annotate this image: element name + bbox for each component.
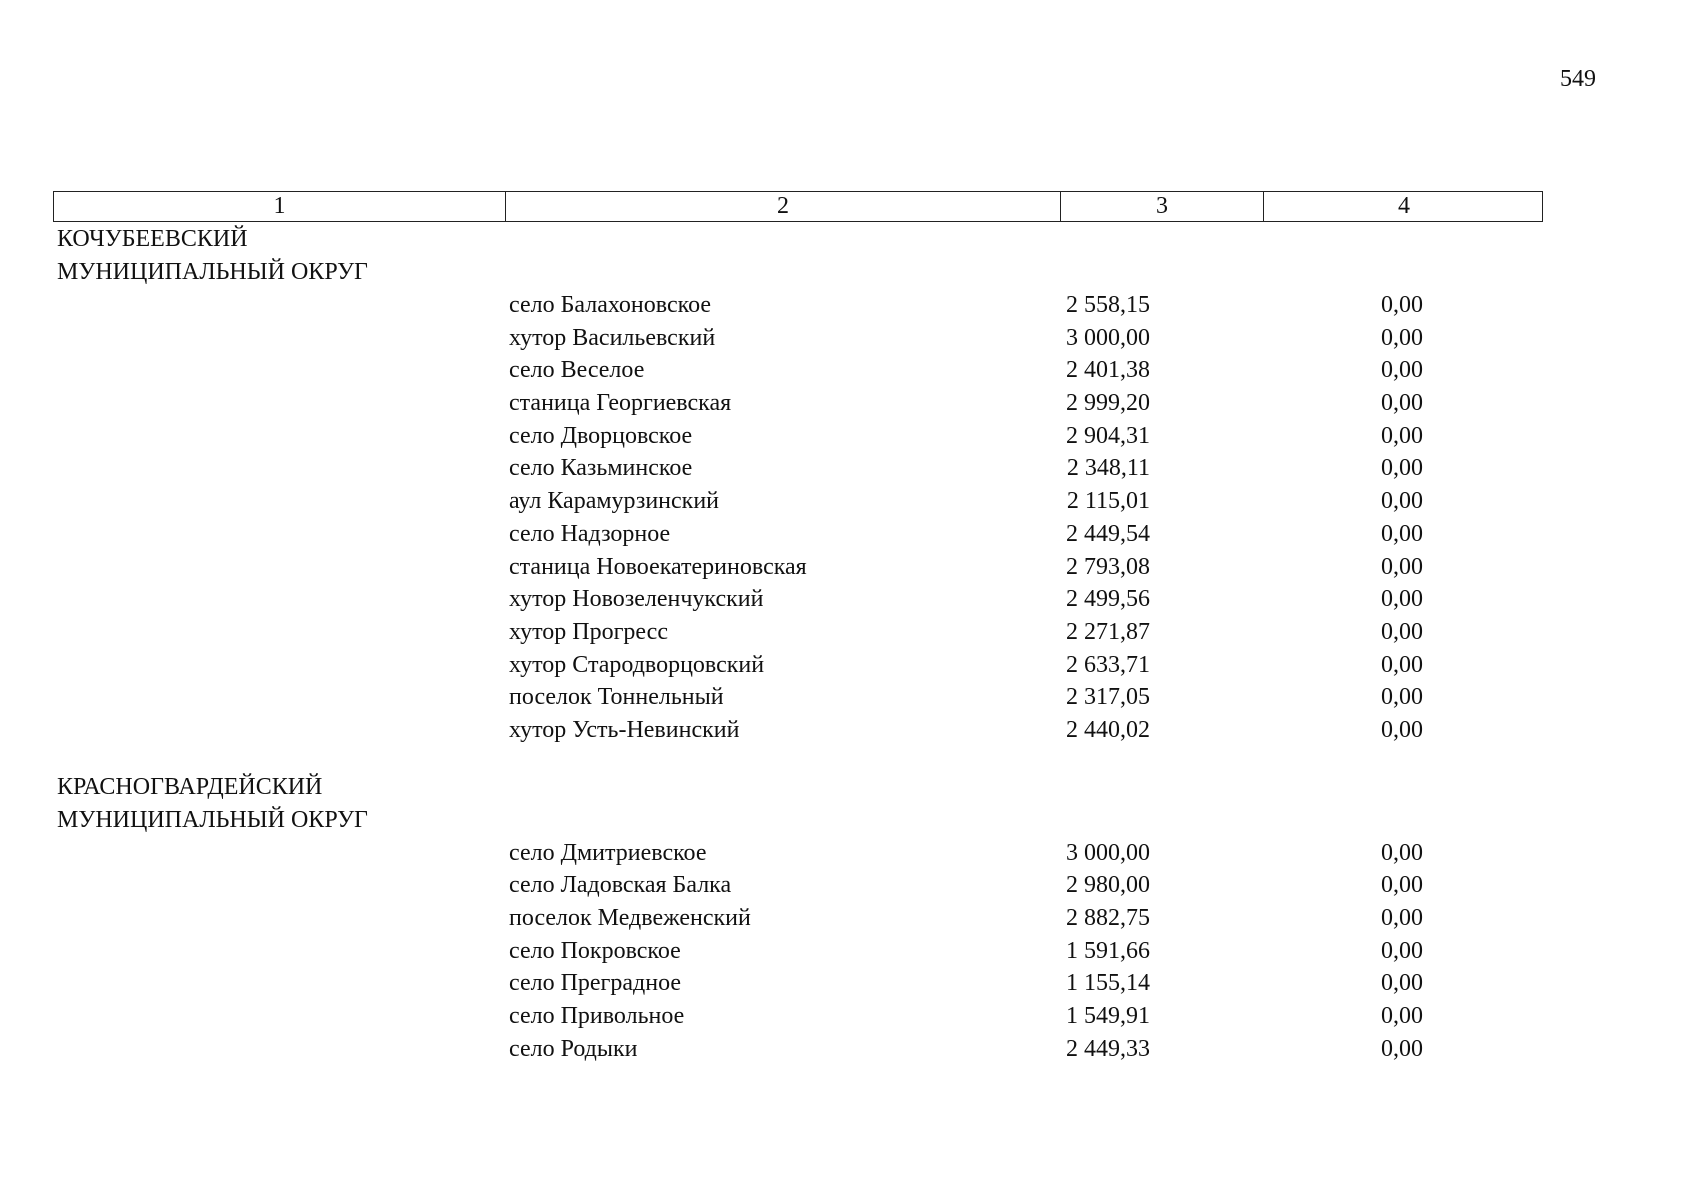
table-row	[57, 714, 1543, 747]
district-title: КРАСНОГВАРДЕЙСКИЙ	[57, 773, 323, 800]
settlement-name: село Веселое	[509, 357, 645, 384]
table-row	[57, 1033, 1543, 1066]
table-row	[57, 583, 1543, 616]
table-row	[57, 837, 1543, 870]
settlement-name: хутор Васильевский	[509, 324, 716, 351]
settlement-name: село Надзорное	[509, 520, 671, 547]
value-col4: 0,00	[1381, 390, 1423, 417]
value-col4: 0,00	[1381, 488, 1423, 515]
value-col3: 2 558,15	[1066, 292, 1150, 318]
value-col4: 0,00	[1381, 324, 1423, 351]
value-col3: 2 317,05	[1066, 684, 1150, 711]
value-col3: 2 793,08	[1066, 553, 1150, 580]
table-row	[57, 452, 1543, 485]
table-row	[57, 935, 1543, 968]
value-col4: 0,00	[1381, 292, 1423, 318]
value-col4: 0,00	[1381, 716, 1423, 743]
value-col3: 2 449,54	[1066, 520, 1150, 547]
value-col4: 0,00	[1381, 586, 1423, 613]
table-row	[57, 551, 1543, 584]
settlement-name: село Родыки	[509, 1035, 638, 1062]
settlement-name: село Дворцовское	[509, 422, 693, 449]
table-row	[57, 1000, 1543, 1033]
value-col3: 2 115,01	[1066, 488, 1150, 515]
column-header-2: 2	[506, 192, 1061, 221]
district-section	[57, 223, 1543, 747]
value-col3: 2 999,20	[1066, 390, 1150, 417]
settlement-name: хутор Прогресс	[509, 618, 668, 645]
settlement-name: хутор Новозеленчукский	[509, 586, 764, 613]
value-col3: 2 271,87	[1066, 618, 1150, 645]
value-col4: 0,00	[1381, 422, 1423, 449]
settlement-name: село Казьминское	[509, 455, 693, 482]
settlement-name: село Дмитриевское	[509, 839, 707, 866]
value-col4: 0,00	[1381, 905, 1423, 931]
table-row	[57, 518, 1543, 551]
value-col3: 2 904,31	[1066, 422, 1150, 449]
value-col3: 2 882,75	[1066, 905, 1150, 931]
district-title: МУНИЦИПАЛЬНЫЙ ОКРУГ	[57, 259, 368, 285]
column-header-3: 3	[1061, 192, 1264, 221]
value-col3: 2 633,71	[1066, 651, 1150, 678]
settlement-name: село Покровское	[509, 937, 681, 964]
settlement-name: село Ладовская Балка	[509, 872, 732, 899]
table-body	[57, 223, 1543, 1089]
table-row	[57, 616, 1543, 649]
table-row	[57, 869, 1543, 902]
table-row	[57, 354, 1543, 387]
column-header-4: 4	[1398, 193, 1410, 219]
value-col4: 0,00	[1381, 618, 1423, 645]
value-col4: 0,00	[1381, 520, 1423, 547]
value-col3: 3 000,00	[1066, 839, 1150, 866]
column-header-row	[53, 191, 1543, 222]
table-row	[57, 902, 1543, 935]
value-col4: 0,00	[1381, 1035, 1423, 1062]
table-row	[57, 649, 1543, 682]
value-col3: 2 348,11	[1066, 455, 1150, 482]
table-row	[57, 420, 1543, 453]
value-col4: 0,00	[1381, 553, 1423, 580]
settlement-name: станица Новоекатериновская	[509, 553, 807, 580]
table-row	[57, 289, 1543, 322]
settlement-name: село Балахоновское	[509, 292, 712, 318]
page-number: 549	[1560, 66, 1596, 92]
value-col3: 2 980,00	[1066, 872, 1150, 899]
table-row	[57, 387, 1543, 420]
value-col3: 3 000,00	[1066, 324, 1150, 351]
value-col4: 0,00	[1381, 684, 1423, 711]
value-col3: 2 499,56	[1066, 586, 1150, 613]
value-col3: 2 440,02	[1066, 716, 1150, 743]
settlement-name: село Привольное	[509, 1003, 685, 1030]
settlement-name: станица Георгиевская	[509, 390, 732, 417]
settlement-name: хутор Стародворцовский	[509, 651, 765, 678]
value-col4: 0,00	[1381, 937, 1423, 964]
value-col3: 2 449,33	[1066, 1035, 1150, 1062]
table-row	[57, 967, 1543, 1000]
value-col3: 2 401,38	[1066, 357, 1150, 384]
settlement-name: хутор Усть-Невинский	[509, 716, 740, 743]
value-col4: 0,00	[1381, 839, 1423, 866]
table-row	[57, 681, 1543, 714]
district-title: МУНИЦИПАЛЬНЫЙ ОКРУГ	[57, 806, 368, 833]
district-title: КОЧУБЕЕВСКИЙ	[57, 226, 248, 252]
value-col4: 0,00	[1381, 1003, 1423, 1030]
value-col4: 0,00	[1381, 970, 1423, 997]
value-col3: 1 591,66	[1066, 937, 1150, 964]
value-col4: 0,00	[1381, 455, 1423, 482]
value-col4: 0,00	[1381, 357, 1423, 384]
value-col3: 1 155,14	[1066, 970, 1150, 997]
table-row	[57, 485, 1543, 518]
value-col4: 0,00	[1381, 872, 1423, 899]
value-col4: 0,00	[1381, 651, 1423, 678]
settlement-name: село Преградное	[509, 970, 682, 997]
table-row	[57, 322, 1543, 355]
settlement-name: аул Карамурзинский	[509, 488, 719, 515]
district-section	[57, 771, 1543, 1066]
settlement-name: поселок Тоннельный	[509, 684, 724, 711]
settlement-name: поселок Медвеженский	[509, 905, 751, 931]
value-col3: 1 549,91	[1066, 1003, 1150, 1030]
column-header-1: 1	[54, 192, 506, 221]
